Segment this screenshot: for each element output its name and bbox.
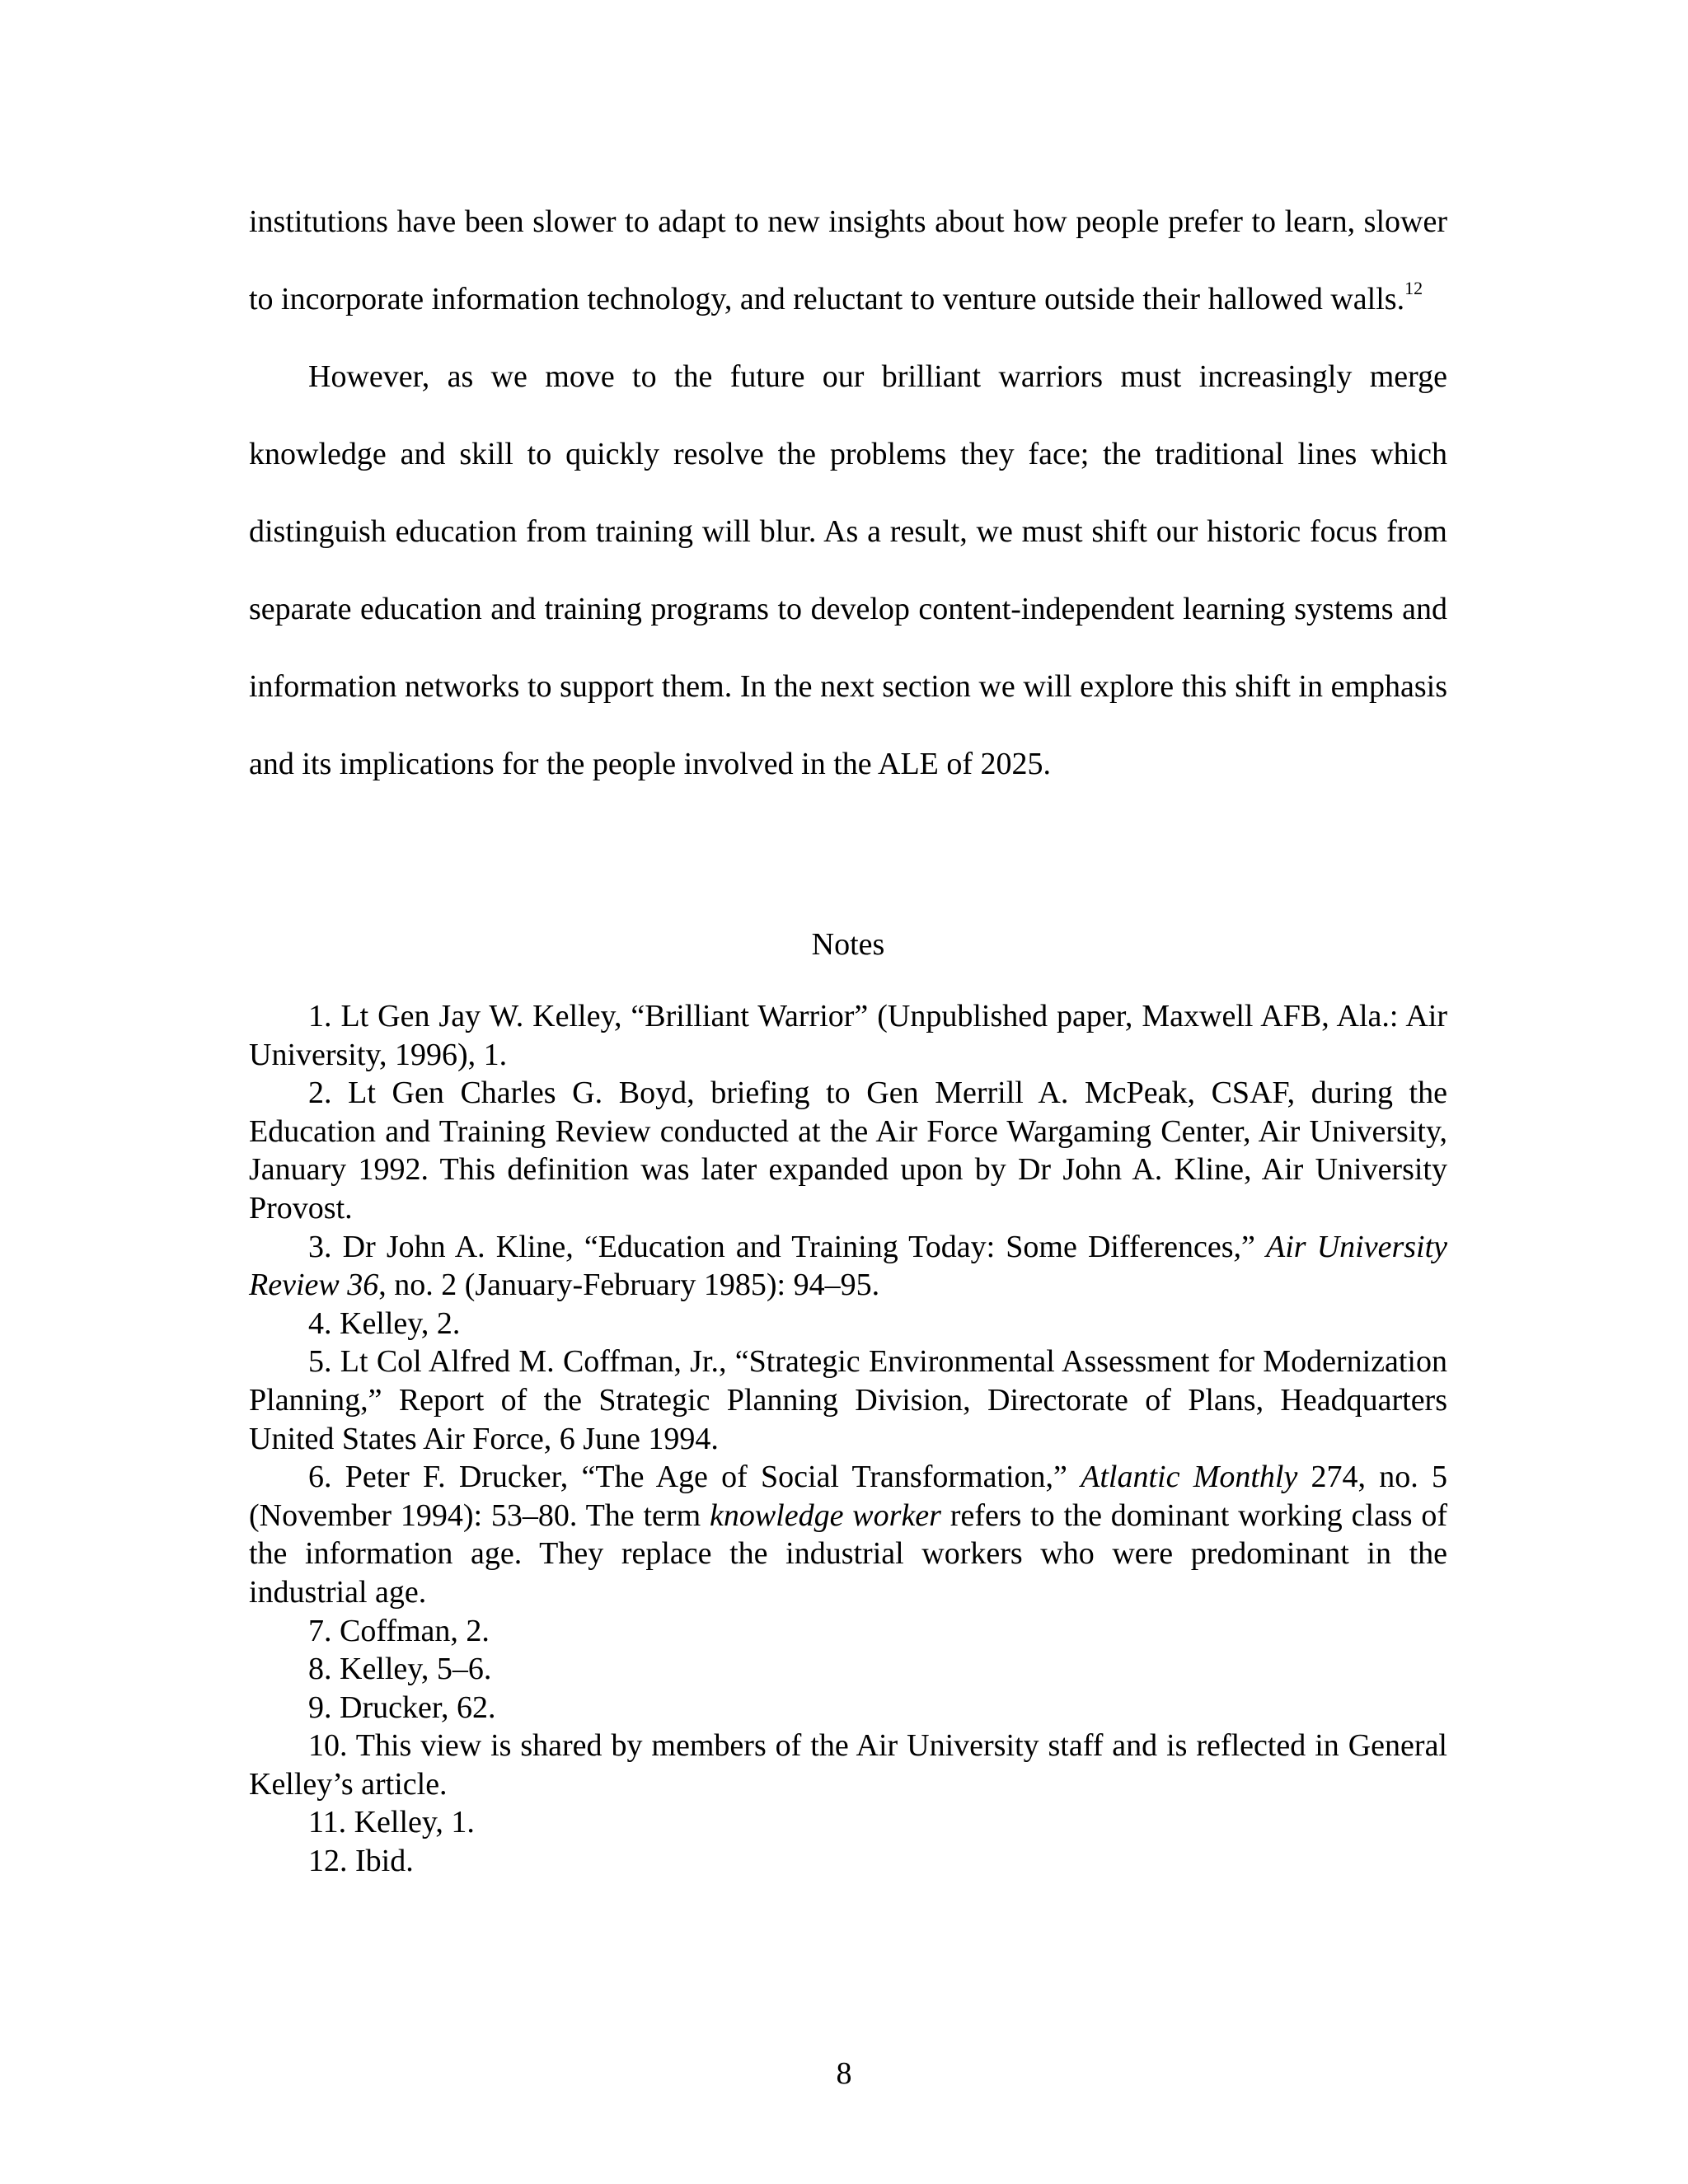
page-number: 8 [836, 2056, 852, 2091]
note-text: “Education and Training Today: Some Differences [573, 1229, 1234, 1264]
note-item: 5. Lt Col Alfred M. Coffman, Jr., “Strategic Environmental Assessment for Modernization Planning,” Report of the Strategic Planning Division, Directorate of Plans, Headquarters United States Air Force, 6 June 1994. [249, 1344, 1447, 1456]
note-italic-text: knowledge worker [709, 1497, 941, 1533]
note-item: 12. Ibid. [308, 1844, 414, 1879]
note-text: 274, no. 5 (November 1994): 53–80. The term [249, 1460, 1447, 1533]
note-item: 11. Kelley, 1. [308, 1805, 475, 1840]
note-item: 2. Lt Gen Charles G. Boyd, briefing to Gen Merrill A. McPeak, CSAF, during the Education and Training Review conducted at the Air Force Wargaming Center, Air University, January 1992. This definition was later expanded upon by Dr John A. Kline, Air University Provost. [249, 1076, 1447, 1226]
note-text: 3. Dr John A. Kline [308, 1229, 566, 1264]
note-text: , no. 2 (January-February 1985): 94–95. [378, 1268, 880, 1303]
note-text: refers to the dominant working class of the information age. They replace the industrial workers who were predominant in the industrial age. [249, 1497, 1448, 1610]
note-item: 1. Lt Gen Jay W. Kelley, “Brilliant Warrior” (Unpublished paper, Maxwell AFB, Ala.: Air University, 1996), 1. [249, 999, 1447, 1072]
note-item: 9. Drucker, 62. [308, 1690, 496, 1725]
note-item [249, 1458, 1447, 1611]
note-item: 10. This view is shared by members of the Air University staff and is reflected in General Kelley’s article. [249, 1728, 1447, 1802]
note-italic-text: , [1233, 1229, 1242, 1264]
body-paragraph [249, 183, 1447, 338]
note-item: 4. Kelley, 2. [308, 1305, 461, 1341]
note-item [249, 1228, 1447, 1305]
note-item: 7. Coffman, 2. [308, 1613, 490, 1648]
note-italic-text: Air University Review 36 [249, 1229, 1448, 1303]
note-item: 8. Kelley, 5–6. [308, 1652, 492, 1687]
body-paragraph: However, as we move to the future our brilliant warriors must increasingly merge knowledge and skill to quickly resolve the problems they face; the traditional lines which distinguish education from training will blur. As a result, we must shift our historic focus from separate education and training programs to develop content-independent learning systems and information networks to support them. In the next section we will explore this shift in emphasis and its implications for the people involved in the ALE of 2025. [249, 359, 1447, 781]
footnote-reference[interactable]: 12 [1404, 278, 1423, 298]
note-italic-text: Atlantic Monthly [1081, 1460, 1298, 1495]
note-text: 6. Peter F. Drucker, “The Age of Social Transformation,” [308, 1460, 1081, 1495]
note-italic-text: , [565, 1229, 574, 1264]
notes-heading: Notes [811, 927, 885, 962]
paragraph-text: institutions have been slower to adapt to new insights about how people prefer to learn, slower to incorporate information technology, and reluctant to venture outside their hallowed walls. [249, 204, 1447, 316]
body-text [249, 183, 1447, 803]
note-text: ” [1241, 1229, 1267, 1264]
notes-list [249, 997, 1447, 1881]
